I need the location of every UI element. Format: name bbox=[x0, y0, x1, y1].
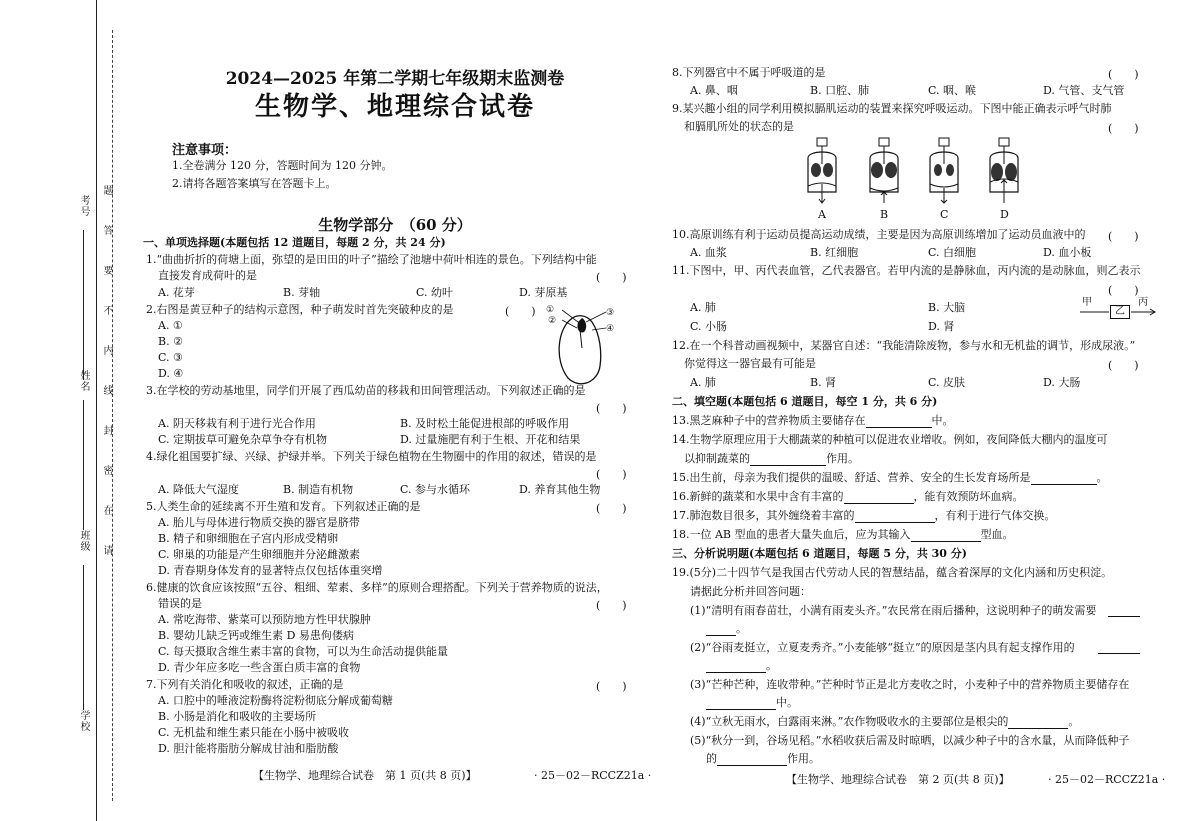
answer-blank[interactable] bbox=[844, 503, 914, 504]
answer-paren: ( ) bbox=[596, 599, 627, 612]
q12-option: B. 肾 bbox=[810, 376, 837, 389]
q6-text: 6.健康的饮食应该按照“五谷、粗细、荤素、多样”的原则合理搭配。下列关于营养物质的说法， bbox=[146, 581, 608, 594]
answer-blank[interactable] bbox=[911, 541, 981, 542]
q7-option: D. 胆汁能将脂肪分解成甘油和脂肪酸 bbox=[158, 742, 339, 755]
answer-paren: ( ) bbox=[1108, 359, 1139, 372]
bell-jar-a bbox=[800, 136, 844, 206]
q16-text: 16.新鲜的蔬菜和水果中含有丰富的 ，能有效预防坏血病。 bbox=[672, 490, 1024, 503]
answer-paren: ( ) bbox=[1108, 284, 1139, 297]
q5-option: B. 精子和卵细胞在子宫内形成受精卵 bbox=[158, 532, 339, 545]
q19-sub3-tail: 中。 bbox=[706, 696, 798, 710]
q2-option: C. ③ bbox=[158, 351, 183, 364]
q7-option: C. 无机盐和维生素只能在小肠中被吸收 bbox=[158, 726, 350, 739]
answer-paren: ( ) bbox=[596, 468, 627, 481]
name-line bbox=[83, 400, 84, 530]
q2-text: 2.右图是黄豆种子的结构示意图，种子萌发时首先突破种皮的是 bbox=[146, 303, 454, 316]
q12-text: 你觉得这一器官最有可能是 bbox=[684, 357, 816, 370]
answer-paren: ( ) bbox=[596, 502, 627, 515]
answer-blank[interactable] bbox=[1108, 616, 1140, 617]
q13-text: 13.黑芝麻种子中的营养物质主要储存在 中。 bbox=[672, 414, 954, 427]
answer-paren: ( ) bbox=[596, 680, 627, 693]
answer-blank[interactable] bbox=[750, 465, 826, 466]
label-name: 姓名 bbox=[78, 370, 89, 392]
class-line bbox=[83, 565, 84, 690]
q12-text: 12.在一个科普动画视频中，某器官自述：“我能清除废物，参与水和无机盐的调节，形成尿液。” bbox=[672, 339, 1136, 352]
q19-sub1-tail: 。 bbox=[706, 622, 747, 636]
paper-title: 生物学、地理综合试卷 bbox=[254, 92, 535, 122]
footer-page1: 【生物学、地理综合试卷 第 1 页(共 8 页)】 bbox=[253, 769, 477, 782]
seal-char: 封 bbox=[101, 425, 112, 436]
q6-option: C. 每天摄取含维生素丰富的食物，可以为生命活动提供能量 bbox=[158, 645, 449, 658]
q1-option: B. 芽轴 bbox=[283, 286, 321, 299]
q4-option: B. 制造有机物 bbox=[283, 483, 354, 496]
q11-option: A. 肺 bbox=[690, 301, 716, 314]
q19-sub2: (2)“谷雨麦挺立，立夏麦秀齐。”小麦能够“挺立”的原因是茎内具有起支撑作用的 bbox=[690, 641, 1075, 654]
bell-jar-c bbox=[922, 136, 966, 206]
margin-line bbox=[96, 0, 97, 821]
seal-char: 在 bbox=[101, 505, 112, 516]
q19-sub2-tail: 。 bbox=[706, 659, 777, 673]
q14-text: 14.生物学原理应用于大棚蔬菜的种植可以促进农业增收。例如，夜间降低大棚内的温度可 bbox=[672, 433, 1108, 446]
label-exam-number: 考号 bbox=[78, 195, 89, 217]
q11-option: D. 肾 bbox=[928, 320, 955, 333]
footer-code1: · 25－02－RCCZ21a · bbox=[534, 769, 652, 782]
q18-text: 18.一位 AB 型血的患者大量失血后，应为其输入 型血。 bbox=[672, 528, 1014, 541]
q9-text: 9.某兴趣小组的同学利用模拟膈肌运动的装置来探究呼吸运动。下图中能正确表示呼气时肺 bbox=[672, 102, 1112, 115]
q6-option: A. 常吃海带、紫菜可以预防地方性甲状腺肿 bbox=[158, 613, 371, 626]
q11-option: B. 大脑 bbox=[928, 301, 966, 314]
q1-option: C. 幼叶 bbox=[416, 286, 454, 299]
seal-char: 要 bbox=[101, 265, 112, 276]
vessel-organ-diagram bbox=[1080, 296, 1160, 322]
q6-option: D. 青少年应多吃一些含蛋白质丰富的食物 bbox=[158, 661, 361, 674]
q11-text: 11.下图中，甲、丙代表血管，乙代表器官。若甲内流的是静脉血，丙内流的是动脉血，则乙表示 bbox=[672, 264, 1141, 277]
seed-label: ④ bbox=[606, 324, 615, 334]
q10-text: 10.高原训练有利于运动员提高运动成绩，主要是因为高原训练增加了运动员血液中的 bbox=[672, 228, 1086, 241]
label-school: 学校 bbox=[78, 710, 89, 732]
q5-option: A. 胎儿与母体进行物质交换的器官是脐带 bbox=[158, 516, 360, 529]
answer-paren: ( ) bbox=[596, 271, 627, 284]
answer-blank[interactable] bbox=[855, 522, 935, 523]
q5-option: D. 青春期身体发育的显著特点仅包括体重突增 bbox=[158, 564, 383, 577]
seed-label: ① bbox=[546, 305, 555, 315]
q1-option: D. 芽原基 bbox=[519, 286, 568, 299]
seal-char: 题 bbox=[101, 185, 112, 196]
seal-char: 内 bbox=[101, 345, 112, 356]
part1-heading: 一、单项选择题(本题包括 12 道题目，每题 2 分，共 24 分) bbox=[143, 236, 446, 249]
q7-text: 7.下列有关消化和吸收的叙述，正确的是 bbox=[146, 678, 344, 691]
q3-option: A. 阴天移栽有利于进行光合作用 bbox=[158, 417, 316, 430]
answer-blank[interactable] bbox=[866, 427, 932, 428]
q8-option: A. 鼻、咽 bbox=[690, 84, 738, 97]
q19-sub3: (3)“芒种芒种，连收带种。”芒种时节正是北方麦收之时，小麦种子中的营养物质主要储存在 bbox=[690, 678, 1130, 691]
school-line bbox=[83, 690, 84, 710]
q3-option: C. 定期拔草可避免杂草争夺有机物 bbox=[158, 433, 328, 446]
bell-jar-d bbox=[982, 136, 1026, 206]
seal-char: 请 bbox=[101, 545, 112, 556]
notes-item: 2.请将各题答案填写在答题卡上。 bbox=[172, 177, 337, 190]
q19-sub4: (4)“立秋无雨水，白露雨来淋。”农作物吸收水的主要部位是根尖的 。 bbox=[690, 715, 1080, 728]
answer-blank[interactable] bbox=[1031, 484, 1097, 485]
fig-label: D bbox=[1000, 208, 1009, 221]
q1-text: 1.“曲曲折折的荷塘上面，弥望的是田田的叶子”描绘了池塘中荷叶相连的景色。下列结构中能 bbox=[146, 253, 597, 266]
q4-option: A. 降低大气湿度 bbox=[158, 483, 239, 496]
q8-option: B. 口腔、肺 bbox=[810, 84, 870, 97]
q19-sub5: (5)“秋分一到，谷场见稻。”水稻收获后需及时晾晒，以减少种子中的含水量，从而降低种子 bbox=[690, 734, 1130, 747]
q4-text: 4.绿化祖国要扩绿、兴绿、护绿并举。下列关于绿色植物在生物圈中的作用的叙述，错误的是 bbox=[146, 450, 597, 463]
q10-option: B. 红细胞 bbox=[810, 246, 859, 259]
q7-option: B. 小肠是消化和吸收的主要场所 bbox=[158, 710, 317, 723]
q5-option: C. 卵巢的功能是产生卵细胞并分泌雌激素 bbox=[158, 548, 361, 561]
q14-text: 以抑制蔬菜的 作用。 bbox=[684, 452, 859, 465]
answer-paren: ( ) bbox=[505, 305, 536, 318]
q4-option: C. 参与水循环 bbox=[400, 483, 471, 496]
bell-jar-b bbox=[862, 136, 906, 206]
q15-text: 15.出生前，母亲为我们提供的温暖、舒适、营养、安全的生长发育场所是 。 bbox=[672, 471, 1108, 484]
q6-option: B. 婴幼儿缺乏钙或维生素 D 易患佝偻病 bbox=[158, 629, 354, 642]
q2-option: D. ④ bbox=[158, 367, 184, 380]
part2-heading: 二、填空题(本题包括 6 道题目，每空 1 分，共 6 分) bbox=[672, 395, 938, 408]
q19-sub1: (1)“清明有雨春苗壮，小满有雨麦头齐。”农民常在雨后播种，这说明种子的萌发需要 bbox=[690, 604, 1097, 617]
q3-option: B. 及时松土能促进根部的呼吸作用 bbox=[400, 417, 570, 430]
footer-code2: · 25－02－RCCZ21a · bbox=[1048, 773, 1166, 786]
answer-paren: ( ) bbox=[1108, 68, 1139, 81]
section-title: 生物学部分 （60 分） bbox=[318, 216, 472, 234]
answer-blank[interactable] bbox=[706, 709, 776, 710]
q5-text: 5.人类生命的延续离不开生殖和发育。下列叙述正确的是 bbox=[146, 500, 421, 513]
q1-text: 直接发育成荷叶的是 bbox=[158, 269, 257, 282]
seed-label: ③ bbox=[606, 308, 615, 318]
vessel-jia: 甲 bbox=[1082, 297, 1092, 308]
answer-blank[interactable] bbox=[1008, 728, 1068, 729]
q19-sub5-tail: 的 作用。 bbox=[706, 752, 820, 765]
q3-text: 3.在学校的劳动基地里，同学们开展了西瓜幼苗的移栽和田间管理活动。下列叙述正确的是 bbox=[146, 384, 586, 397]
fig-label: A bbox=[818, 208, 826, 221]
seal-char: 答 bbox=[101, 225, 112, 236]
q6-text: 错误的是 bbox=[158, 597, 202, 610]
q3-option: D. 过量施肥有利于生根、开花和结果 bbox=[400, 433, 581, 446]
seal-char: 不 bbox=[101, 305, 112, 316]
exam-title: 2024—2025 年第二学期七年级期末监测卷 bbox=[225, 69, 565, 89]
exam-number-line bbox=[83, 230, 84, 380]
answer-blank[interactable] bbox=[717, 765, 787, 766]
seal-char: 密 bbox=[101, 465, 112, 476]
seal-dashed-line bbox=[112, 30, 113, 801]
q9-text: 和膈肌所处的状态的是 bbox=[684, 120, 794, 133]
q17-text: 17.肺泡数目很多，其外缠绕着丰富的 ，有利于进行气体交换。 bbox=[672, 509, 1056, 522]
footer-page2: 【生物学、地理综合试卷 第 2 页(共 8 页)】 bbox=[786, 773, 1010, 786]
q8-text: 8.下列器官中不属于呼吸道的是 bbox=[672, 66, 826, 79]
vessel-bing: 丙 bbox=[1138, 297, 1148, 308]
answer-blank[interactable] bbox=[1098, 653, 1140, 654]
q7-option: A. 口腔中的唾液淀粉酶将淀粉彻底分解成葡萄糖 bbox=[158, 694, 393, 707]
answer-paren: ( ) bbox=[1108, 230, 1139, 243]
q12-option: C. 皮肤 bbox=[928, 376, 966, 389]
answer-blank[interactable] bbox=[706, 635, 736, 636]
q2-option: B. ② bbox=[158, 335, 183, 348]
q1-option: A. 花芽 bbox=[158, 286, 195, 299]
q10-option: A. 血浆 bbox=[690, 246, 727, 259]
notes-item: 1.全卷满分 120 分，答题时间为 120 分钟。 bbox=[172, 159, 393, 172]
organ-yi: 乙 bbox=[1110, 305, 1130, 319]
q4-option: D. 养育其他生物 bbox=[519, 483, 601, 496]
bean-seed-diagram bbox=[540, 300, 630, 390]
flow-arrow-icon bbox=[1080, 306, 1160, 320]
seed-label: ② bbox=[548, 316, 557, 326]
part3-heading: 三、分析说明题(本题包括 6 道题目，每题 5 分，共 30 分) bbox=[672, 547, 968, 560]
q10-option: C. 白细胞 bbox=[928, 246, 977, 259]
label-class: 班级 bbox=[78, 530, 89, 552]
seal-char: 线 bbox=[101, 385, 112, 396]
fig-label: C bbox=[940, 208, 949, 221]
answer-paren: ( ) bbox=[1108, 122, 1139, 135]
q19-text: 19.(5分)二十四节气是我国古代劳动人民的智慧结晶，蕴含着深厚的文化内涵和历史积淀。 bbox=[672, 566, 1113, 579]
q2-option: A. ① bbox=[158, 319, 183, 332]
answer-paren: ( ) bbox=[596, 402, 627, 415]
q10-option: D. 血小板 bbox=[1043, 246, 1092, 259]
fig-label: B bbox=[880, 208, 889, 221]
q8-option: D. 气管、支气管 bbox=[1043, 84, 1125, 97]
q8-option: C. 咽、喉 bbox=[928, 84, 977, 97]
q19-text: 请据此分析并回答问题： bbox=[690, 585, 811, 598]
answer-blank[interactable] bbox=[706, 672, 766, 673]
q12-option: D. 大肠 bbox=[1043, 376, 1081, 389]
notes-heading: 注意事项： bbox=[172, 143, 238, 158]
q11-option: C. 小肠 bbox=[690, 320, 728, 333]
q12-option: A. 肺 bbox=[690, 376, 716, 389]
